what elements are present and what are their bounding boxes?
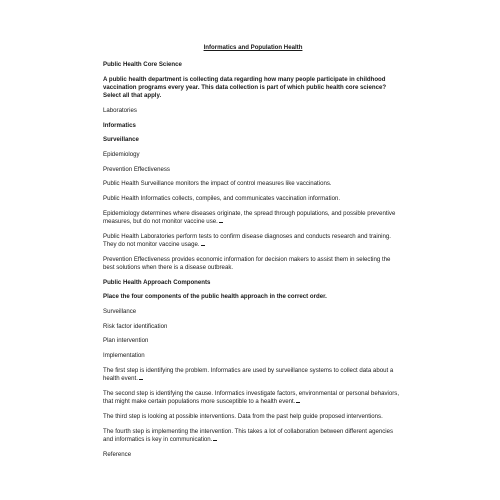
explanation-epidemiology-text: Epidemiology determines where diseases originate, the spread through populations, and possible preventive measures, but do not monitor vaccine use. xyxy=(103,209,396,226)
explanation-step-1 xyxy=(103,367,403,384)
option-prevention-effectiveness: Prevention Effectiveness xyxy=(103,165,170,173)
option-informatics: Informatics xyxy=(103,121,136,129)
explanation-step-2-text: The second step is identifying the cause. Informatics investigate factors, environmental or personal behaviors, that might make certain populations more susceptible to a health event. xyxy=(103,389,400,406)
step-surveillance: Surveillance xyxy=(103,308,137,316)
explanation-surveillance: Public Health Surveillance monitors the impact of control measures like vaccinations. xyxy=(103,180,332,188)
document-page xyxy=(103,44,403,465)
explanation-laboratories xyxy=(103,233,403,250)
section-heading-core-science: Public Health Core Science xyxy=(103,61,182,68)
trailing-mark xyxy=(201,245,205,246)
document-title: Informatics and Population Health xyxy=(203,44,303,51)
question-approach: Place the four components of the public health approach in the correct order. xyxy=(103,293,327,301)
trailing-mark xyxy=(139,379,143,380)
explanation-step-4 xyxy=(103,428,403,445)
option-laboratories: Laboratories xyxy=(103,106,137,114)
explanation-step-3: The third step is looking at possible interventions. Data from the past help guide proposed interventions. xyxy=(103,412,383,420)
trailing-mark xyxy=(213,440,217,441)
step-plan-intervention: Plan intervention xyxy=(103,337,149,345)
option-epidemiology: Epidemiology xyxy=(103,151,140,159)
explanation-informatics: Public Health Informatics collects, compiles, and communicates vaccination information. xyxy=(103,195,341,203)
explanation-prevention-effectiveness: Prevention Effectiveness provides economic information for decision makers to assist them in selecting the best solutions when there is a disease outbreak. xyxy=(103,255,391,272)
reference-label: Reference xyxy=(103,450,132,458)
step-risk-factor-identification: Risk factor identification xyxy=(103,322,168,330)
trailing-mark xyxy=(296,402,300,403)
explanation-epidemiology xyxy=(103,210,403,227)
explanation-laboratories-text: Public Health Laboratories perform tests to confirm disease diagnoses and conducts research and training. They do not monitor vaccine usage. xyxy=(103,232,391,249)
option-surveillance: Surveillance xyxy=(103,136,139,144)
explanation-step-4-text: The fourth step is implementing the intervention. This takes a lot of collaboration between different agencies and informatics is key in communication. xyxy=(103,427,394,443)
explanation-step-1-text: The first step is identifying the problem. Informatics are used by surveillance systems to collect data about a health event. xyxy=(103,366,394,383)
question-core-science: A public health department is collecting data regarding how many people participate in childhood vaccination programs every year. This data collection is part of which public health core science? Select all that apply. xyxy=(103,75,387,100)
trailing-mark xyxy=(219,222,223,223)
explanation-step-2 xyxy=(103,390,403,407)
section-heading-approach: Public Health Approach Components xyxy=(103,278,211,286)
step-implementation: Implementation xyxy=(103,352,145,360)
